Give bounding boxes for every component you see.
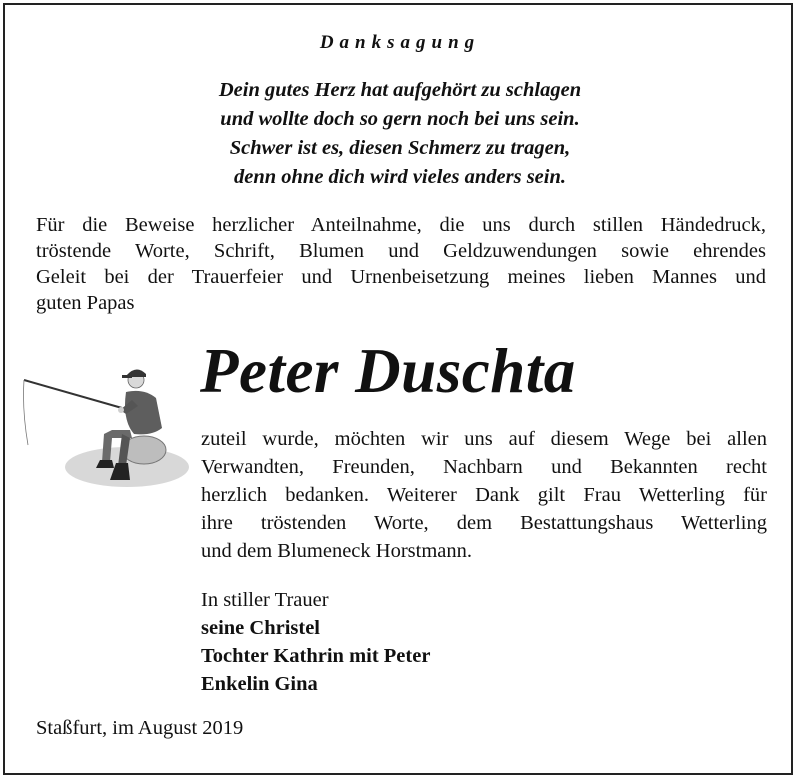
poem-line: und wollte doch so gern noch bei uns sein.	[220, 108, 580, 130]
poem	[0, 76, 800, 192]
place-date: Staßfurt, im August 2019	[36, 717, 244, 739]
angler-fishing-icon	[22, 350, 192, 495]
signoff-name: seine Christel	[201, 617, 320, 639]
heading: Danksagung	[319, 32, 481, 53]
thanks-line: ihre tröstenden Worte, dem Bestattungshaus Wetterling	[201, 512, 767, 534]
intro-paragraph	[36, 212, 766, 316]
signoff	[201, 586, 430, 698]
thanks-line: herzlich bedanken. Weiterer Dank gilt Frau Wetterling für	[201, 484, 767, 506]
intro-line: guten Papas	[36, 292, 135, 314]
poem-line: denn ohne dich wird vieles anders sein.	[233, 166, 566, 188]
thanks-line: zuteil wurde, möchten wir uns auf diesem Wege bei allen	[201, 428, 767, 450]
deceased-name: Peter Duschta	[200, 336, 576, 406]
signoff-intro: In stiller Trauer	[201, 589, 329, 611]
poem-line: Dein gutes Herz hat aufgehört zu schlagen	[218, 79, 582, 101]
thanks-line: Verwandten, Freunden, Nachbarn und Bekannten recht	[201, 456, 767, 478]
intro-line: tröstende Worte, Schrift, Blumen und Geldzuwendungen sowie ehrendes	[36, 240, 766, 262]
signoff-name: Tochter Kathrin mit Peter	[201, 645, 431, 667]
thanks-paragraph	[201, 425, 767, 565]
thanks-line: und dem Blumeneck Horstmann.	[201, 540, 473, 562]
intro-line: Geleit bei der Trauerfeier und Urnenbeisetzung meines lieben Mannes und	[36, 266, 766, 288]
intro-line: Für die Beweise herzlicher Anteilnahme, die uns durch stillen Händedruck,	[36, 214, 766, 236]
signoff-name: Enkelin Gina	[201, 673, 318, 695]
poem-line: Schwer ist es, diesen Schmerz zu tragen,	[229, 137, 571, 159]
